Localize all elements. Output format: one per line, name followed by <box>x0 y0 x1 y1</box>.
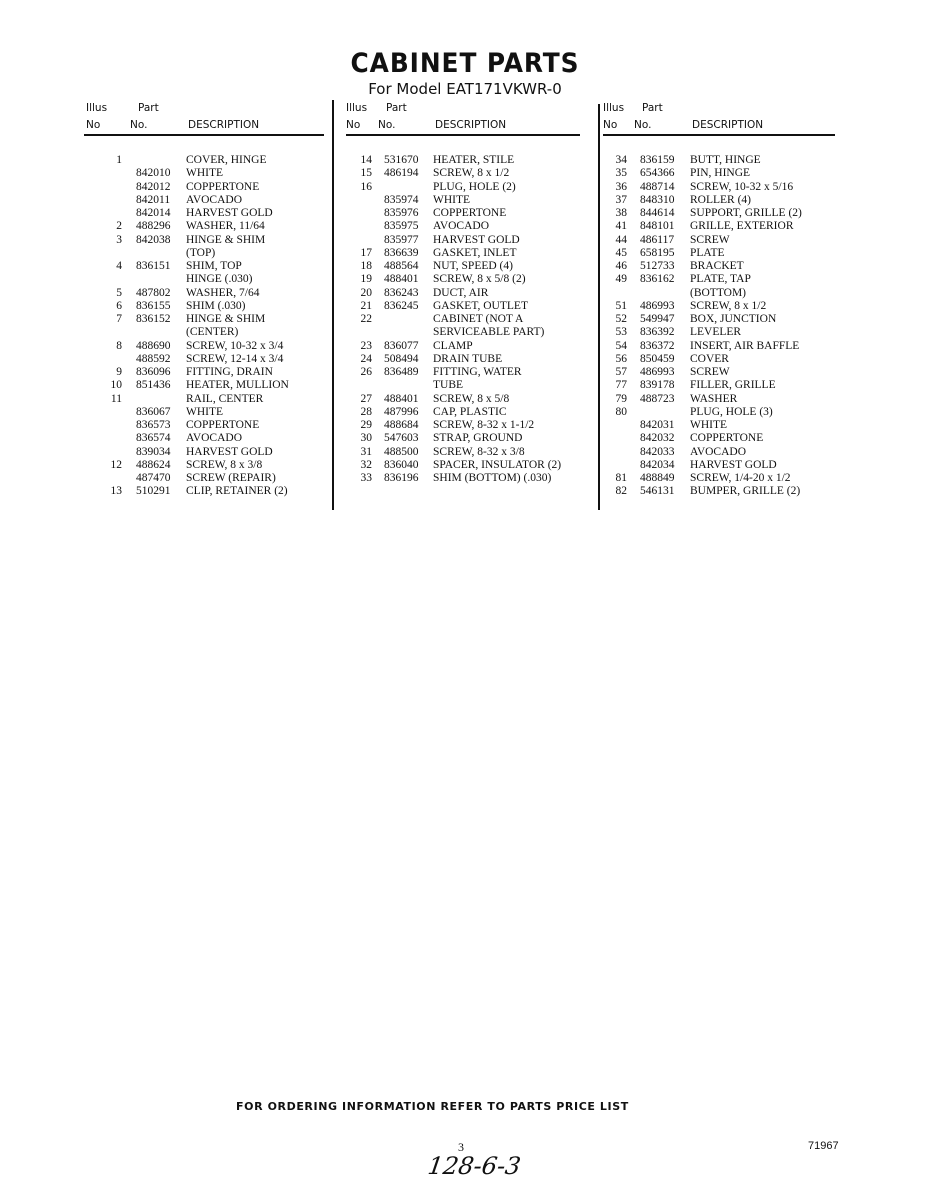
illus-number: 13 <box>110 485 122 498</box>
part-number: 488849 <box>640 472 675 484</box>
part-number: 835974 <box>384 193 419 206</box>
part-number: 488684 <box>384 419 419 431</box>
illus-number: 16 <box>360 180 372 193</box>
part-description: COPPERTONE <box>433 207 507 219</box>
part-number: 836639 <box>384 246 419 259</box>
part-number: 547603 <box>384 432 419 445</box>
parts-row <box>0 432 945 445</box>
part-description: COVER <box>690 352 729 365</box>
part-number: 836196 <box>384 472 419 484</box>
parts-row <box>0 379 945 392</box>
part-number: 836245 <box>384 299 419 312</box>
parts-row <box>0 207 945 220</box>
parts-row <box>0 459 945 472</box>
illus-number: 32 <box>360 458 372 471</box>
header-part-no: No. <box>378 119 396 131</box>
part-description: COPPERTONE <box>690 432 764 445</box>
part-description: SPACER, INSULATOR (2) <box>433 458 562 471</box>
parts-row <box>0 181 945 194</box>
header-illus-label: Illus <box>86 102 108 114</box>
part-description: PIN, HINGE <box>690 167 751 180</box>
part-number: 654366 <box>640 167 675 180</box>
header-part-label: Part <box>138 102 159 114</box>
part-number: 835977 <box>384 233 419 246</box>
part-description: DUCT, AIR <box>433 286 489 299</box>
part-number: 844614 <box>640 207 675 219</box>
illus-number: 38 <box>615 207 627 219</box>
parts-row <box>0 260 945 273</box>
header-rule <box>346 134 580 136</box>
part-description: HINGE & SHIM <box>186 313 266 325</box>
part-description: SCREW, 1/4-20 x 1/2 <box>690 472 791 484</box>
part-description: AVOCADO <box>186 193 243 206</box>
illus-number: 12 <box>110 458 122 471</box>
illus-number: 10 <box>110 379 122 392</box>
part-number: 546131 <box>640 485 675 498</box>
illus-number: 26 <box>360 366 372 378</box>
part-number: 836151 <box>136 260 171 272</box>
part-description: BUMPER, GRILLE (2) <box>690 485 801 498</box>
parts-row <box>0 446 945 459</box>
illus-number: 80 <box>615 405 627 418</box>
header-description: DESCRIPTION <box>435 119 507 131</box>
illus-number: 41 <box>615 220 627 233</box>
part-description: HARVEST GOLD <box>433 233 520 246</box>
part-description: SCREW, 10-32 x 5/16 <box>690 180 794 193</box>
part-description: ROLLER (4) <box>690 193 752 206</box>
part-number: 836077 <box>384 339 419 352</box>
illus-number: 5 <box>116 286 122 299</box>
parts-row <box>0 167 945 180</box>
part-number: 836573 <box>136 419 171 431</box>
illus-number: 54 <box>615 339 627 352</box>
part-number: 835975 <box>384 220 419 233</box>
part-number: 510291 <box>136 485 171 498</box>
part-number: 486993 <box>640 366 675 378</box>
parts-row <box>0 485 945 498</box>
part-number: 842011 <box>136 193 171 206</box>
header-part-no: No. <box>634 119 652 131</box>
illus-number: 45 <box>615 246 627 259</box>
part-description: (BOTTOM) <box>690 286 747 299</box>
header-illus-label: Illus <box>346 102 368 114</box>
part-number: 839178 <box>640 379 675 392</box>
part-description: SCREW, 8 x 1/2 <box>690 299 767 312</box>
illus-number: 33 <box>360 472 372 484</box>
part-description: SERVICEABLE PART) <box>433 326 545 339</box>
parts-row <box>0 300 945 313</box>
part-number: 488592 <box>136 352 171 365</box>
parts-row <box>0 366 945 379</box>
illus-number: 36 <box>615 180 627 193</box>
header-illus-no: No <box>86 119 101 131</box>
part-description: SCREW, 12-14 x 3/4 <box>186 352 284 365</box>
illus-number: 82 <box>615 485 627 498</box>
illus-number: 51 <box>615 299 627 312</box>
part-description: PLUG, HOLE (3) <box>690 405 773 418</box>
part-number: 842034 <box>640 458 675 471</box>
part-description: PLUG, HOLE (2) <box>433 180 516 193</box>
part-description: INSERT, AIR BAFFLE <box>690 339 800 352</box>
part-number: 512733 <box>640 260 675 272</box>
illus-number: 30 <box>360 432 372 445</box>
part-number: 531670 <box>384 154 419 166</box>
parts-row <box>0 234 945 247</box>
part-number: 836152 <box>136 313 171 325</box>
part-description: TUBE <box>433 379 464 392</box>
illus-number: 20 <box>360 286 372 299</box>
parts-row <box>0 393 945 406</box>
illus-number: 27 <box>360 392 372 405</box>
illus-number: 52 <box>615 313 627 325</box>
illus-number: 49 <box>615 273 627 286</box>
illus-number: 56 <box>615 352 627 365</box>
illus-number: 79 <box>615 392 627 405</box>
part-number: 836392 <box>640 326 675 339</box>
part-number: 836040 <box>384 458 419 471</box>
part-number: 836067 <box>136 405 171 418</box>
illus-number: 1 <box>116 154 122 166</box>
part-number: 488564 <box>384 260 419 272</box>
part-number: 842031 <box>640 419 675 431</box>
illus-number: 44 <box>615 233 627 246</box>
part-number: 836243 <box>384 286 419 299</box>
part-description: FITTING, DRAIN <box>186 366 273 378</box>
illus-number: 14 <box>360 154 372 166</box>
parts-row <box>0 247 945 260</box>
illus-number: 29 <box>360 419 372 431</box>
part-number: 487996 <box>384 405 419 418</box>
part-description: CAP, PLASTIC <box>433 405 507 418</box>
parts-list <box>0 154 945 499</box>
part-description: WHITE <box>186 405 224 418</box>
part-description: FILLER, GRILLE <box>690 379 776 392</box>
part-description: CLAMP <box>433 339 473 352</box>
part-description: HEATER, STILE <box>433 154 515 166</box>
illus-number: 4 <box>116 260 122 272</box>
part-number: 842032 <box>640 432 675 445</box>
illus-number: 6 <box>116 299 122 312</box>
part-number: 488714 <box>640 180 675 193</box>
part-description: COVER, HINGE <box>186 154 267 166</box>
part-number: 842014 <box>136 207 171 219</box>
illus-number: 28 <box>360 405 372 418</box>
part-number: 487802 <box>136 286 171 299</box>
part-description: WASHER <box>690 392 738 405</box>
part-description: COPPERTONE <box>186 180 260 193</box>
part-description: HINGE & SHIM <box>186 233 266 246</box>
illus-number: 15 <box>360 167 372 180</box>
part-number: 488723 <box>640 392 675 405</box>
part-description: BRACKET <box>690 260 744 272</box>
part-description: SCREW, 8 x 3/8 <box>186 458 263 471</box>
part-number: 658195 <box>640 246 675 259</box>
part-number: 836096 <box>136 366 171 378</box>
part-description: HINGE (.030) <box>186 273 253 286</box>
header-illus-label: Illus <box>603 102 625 114</box>
illus-number: 46 <box>615 260 627 272</box>
part-number: 842010 <box>136 167 171 180</box>
part-description: SCREW, 8 x 1/2 <box>433 167 510 180</box>
part-description: HARVEST GOLD <box>186 207 273 219</box>
parts-row <box>0 220 945 233</box>
model-subtitle: For Model EAT171VKWR-0 <box>368 80 562 98</box>
parts-row <box>0 154 945 167</box>
part-description: (TOP) <box>186 246 216 259</box>
part-description: WHITE <box>690 419 728 431</box>
part-description: SCREW, 8-32 x 1-1/2 <box>433 419 535 431</box>
parts-row <box>0 313 945 326</box>
part-number: 549947 <box>640 313 675 325</box>
illus-number: 8 <box>116 339 122 352</box>
illus-number: 9 <box>116 366 122 378</box>
part-number: 842012 <box>136 180 171 193</box>
part-description: SUPPORT, GRILLE (2) <box>690 207 802 219</box>
parts-row <box>0 472 945 485</box>
part-number: 488401 <box>384 273 419 286</box>
parts-row <box>0 326 945 339</box>
part-description: SCREW, 10-32 x 3/4 <box>186 339 284 352</box>
part-description: SCREW (REPAIR) <box>186 472 276 484</box>
illus-number: 3 <box>116 233 122 246</box>
illus-number: 34 <box>615 154 627 166</box>
part-number: 508494 <box>384 352 419 365</box>
illus-number: 81 <box>615 472 627 484</box>
header-part-no: No. <box>130 119 148 131</box>
header-rule <box>84 134 324 136</box>
part-description: CABINET (NOT A <box>433 313 524 325</box>
illus-number: 11 <box>110 392 122 405</box>
part-description: GRILLE, EXTERIOR <box>690 220 794 233</box>
part-number: 488296 <box>136 220 171 233</box>
part-description: SCREW, 8 x 5/8 (2) <box>433 273 526 286</box>
part-description: AVOCADO <box>433 220 490 233</box>
illus-number: 21 <box>360 299 372 312</box>
part-number: 836372 <box>640 339 675 352</box>
illus-number: 57 <box>615 366 627 378</box>
part-description: SCREW <box>690 233 730 246</box>
part-number: 486117 <box>640 233 675 246</box>
part-number: 842033 <box>640 445 675 458</box>
part-number: 486194 <box>384 167 419 180</box>
illus-number: 23 <box>360 339 372 352</box>
part-description: AVOCADO <box>690 445 747 458</box>
parts-row <box>0 273 945 286</box>
part-description: WASHER, 7/64 <box>186 286 260 299</box>
part-number: 486993 <box>640 299 675 312</box>
parts-row <box>0 353 945 366</box>
part-number: 487470 <box>136 472 171 484</box>
part-description: SHIM, TOP <box>186 260 242 272</box>
header-part-label: Part <box>642 102 663 114</box>
part-description: (CENTER) <box>186 326 239 339</box>
part-description: LEVELER <box>690 326 742 339</box>
part-description: SHIM (.030) <box>186 299 246 312</box>
illus-number: 17 <box>360 246 372 259</box>
parts-row <box>0 194 945 207</box>
part-number: 835976 <box>384 207 419 219</box>
part-description: GASKET, INLET <box>433 246 517 259</box>
header-illus-no: No <box>346 119 361 131</box>
header-description: DESCRIPTION <box>692 119 764 131</box>
part-number: 836162 <box>640 273 675 286</box>
ordering-note: FOR ORDERING INFORMATION REFER TO PARTS PRICE LIST <box>236 1100 629 1113</box>
illus-number: 22 <box>360 313 372 325</box>
part-number: 836489 <box>384 366 419 378</box>
part-description: GASKET, OUTLET <box>433 299 528 312</box>
part-description: DRAIN TUBE <box>433 352 503 365</box>
header-part-label: Part <box>386 102 407 114</box>
part-number: 842038 <box>136 233 171 246</box>
header-rule <box>603 134 835 136</box>
illus-number: 77 <box>615 379 627 392</box>
part-description: COPPERTONE <box>186 419 260 431</box>
parts-row <box>0 340 945 353</box>
part-number: 848101 <box>640 220 675 233</box>
part-description: WHITE <box>433 193 471 206</box>
part-number: 488624 <box>136 458 171 471</box>
part-number: 836159 <box>640 154 675 166</box>
illus-number: 2 <box>116 220 122 233</box>
part-number: 839034 <box>136 445 171 458</box>
illus-number: 24 <box>360 352 372 365</box>
header-illus-no: No <box>603 119 618 131</box>
illus-number: 19 <box>360 273 372 286</box>
illus-number: 37 <box>615 193 627 206</box>
part-number: 488500 <box>384 445 419 458</box>
part-description: SHIM (BOTTOM) (.030) <box>433 472 552 484</box>
illus-number: 53 <box>615 326 627 339</box>
part-description: HARVEST GOLD <box>186 445 273 458</box>
part-description: FITTING, WATER <box>433 366 522 378</box>
page-title: CABINET PARTS <box>350 48 580 79</box>
parts-row <box>0 406 945 419</box>
part-number: 848310 <box>640 193 675 206</box>
illus-number: 35 <box>615 167 627 180</box>
part-description: BOX, JUNCTION <box>690 313 777 325</box>
part-description: STRAP, GROUND <box>433 432 523 445</box>
part-number: 851436 <box>136 379 171 392</box>
illus-number: 31 <box>360 445 372 458</box>
part-description: RAIL, CENTER <box>186 392 264 405</box>
part-description: SCREW, 8-32 x 3/8 <box>433 445 525 458</box>
parts-row <box>0 287 945 300</box>
part-number: 488401 <box>384 392 419 405</box>
parts-row <box>0 419 945 432</box>
part-description: NUT, SPEED (4) <box>433 260 513 272</box>
part-number: 850459 <box>640 352 675 365</box>
handwritten-note: 128-6-3 <box>426 1152 523 1180</box>
header-description: DESCRIPTION <box>188 119 260 131</box>
part-description: SCREW, 8 x 5/8 <box>433 392 510 405</box>
part-description: SCREW <box>690 366 730 378</box>
part-number: 836574 <box>136 432 171 445</box>
part-description: WHITE <box>186 167 224 180</box>
illus-number: 18 <box>360 260 372 272</box>
part-description: CLIP, RETAINER (2) <box>186 485 288 498</box>
part-description: AVOCADO <box>186 432 243 445</box>
part-number: 488690 <box>136 339 171 352</box>
page-number: 3 <box>458 1140 464 1154</box>
illus-number: 7 <box>116 313 122 325</box>
part-description: HARVEST GOLD <box>690 458 777 471</box>
part-number: 836155 <box>136 299 171 312</box>
part-description: WASHER, 11/64 <box>186 220 265 233</box>
part-description: PLATE <box>690 246 725 259</box>
document-number: 71967 <box>808 1140 839 1152</box>
part-description: HEATER, MULLION <box>186 379 289 392</box>
part-description: PLATE, TAP <box>690 273 751 286</box>
part-description: BUTT, HINGE <box>690 154 761 166</box>
